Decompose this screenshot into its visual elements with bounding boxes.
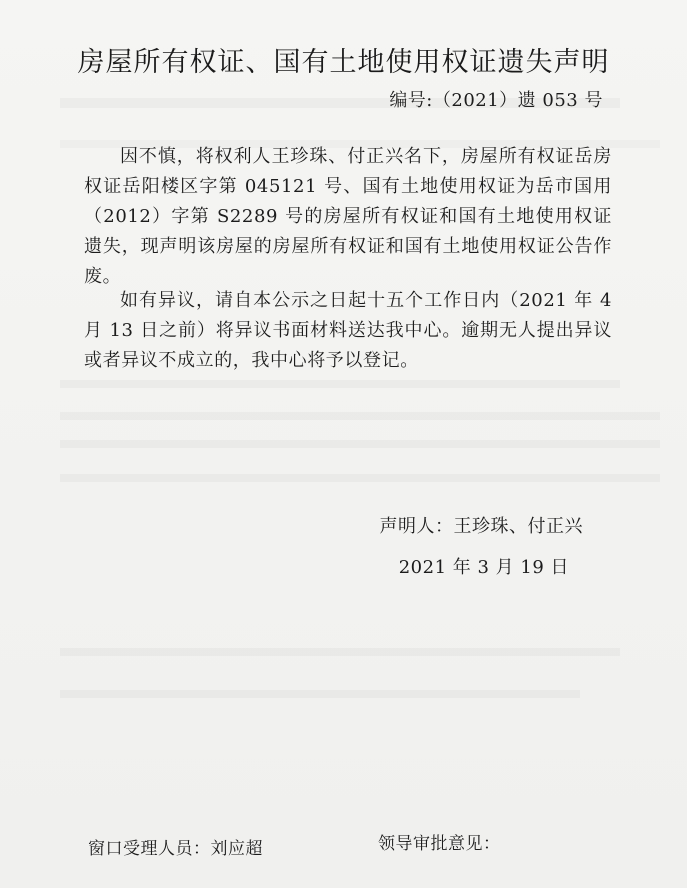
body-paragraph-2 bbox=[84, 286, 612, 376]
leader-review-label: 领导审批意见： bbox=[378, 834, 501, 854]
bleed-through-mark bbox=[60, 412, 660, 420]
document-title: 房屋所有权证、国有土地使用权证遗失声明 bbox=[77, 47, 610, 78]
paragraph-text: 如有异议，请自本公示之日起十五个工作日内（2021 年 4 月 13 日之前）将异议书面材料送达我中心。逾期无人提出异议或者异议不成立的，我中心将予以登记。 bbox=[84, 290, 612, 371]
bleed-through-mark bbox=[60, 474, 660, 482]
paragraph-text: 因不慎，将权利人王珍珠、付正兴名下，房屋所有权证岳房权证岳阳楼区字第 045121 号、国有土地使用权证为岳市国用（2012）字第 S2289 号的房屋所有权证和国有土地使用权证遗失，现声明该房屋的房屋所有权证和国有土地使用权证公告作废。 bbox=[84, 146, 612, 287]
declarant-line: 声明人：王珍珠、付正兴 bbox=[379, 516, 583, 537]
bleed-through-mark bbox=[60, 440, 660, 448]
document-number: 编号:（2021）遗 053 号 bbox=[389, 90, 603, 111]
bleed-through-mark bbox=[60, 690, 580, 698]
window-clerk-label: 窗口受理人员：刘应超 bbox=[88, 839, 263, 859]
declaration-date: 2021 年 3 月 19 日 bbox=[398, 557, 569, 578]
bleed-through-mark bbox=[60, 648, 620, 656]
bleed-through-mark bbox=[60, 380, 620, 388]
body-paragraph-1 bbox=[84, 142, 612, 292]
